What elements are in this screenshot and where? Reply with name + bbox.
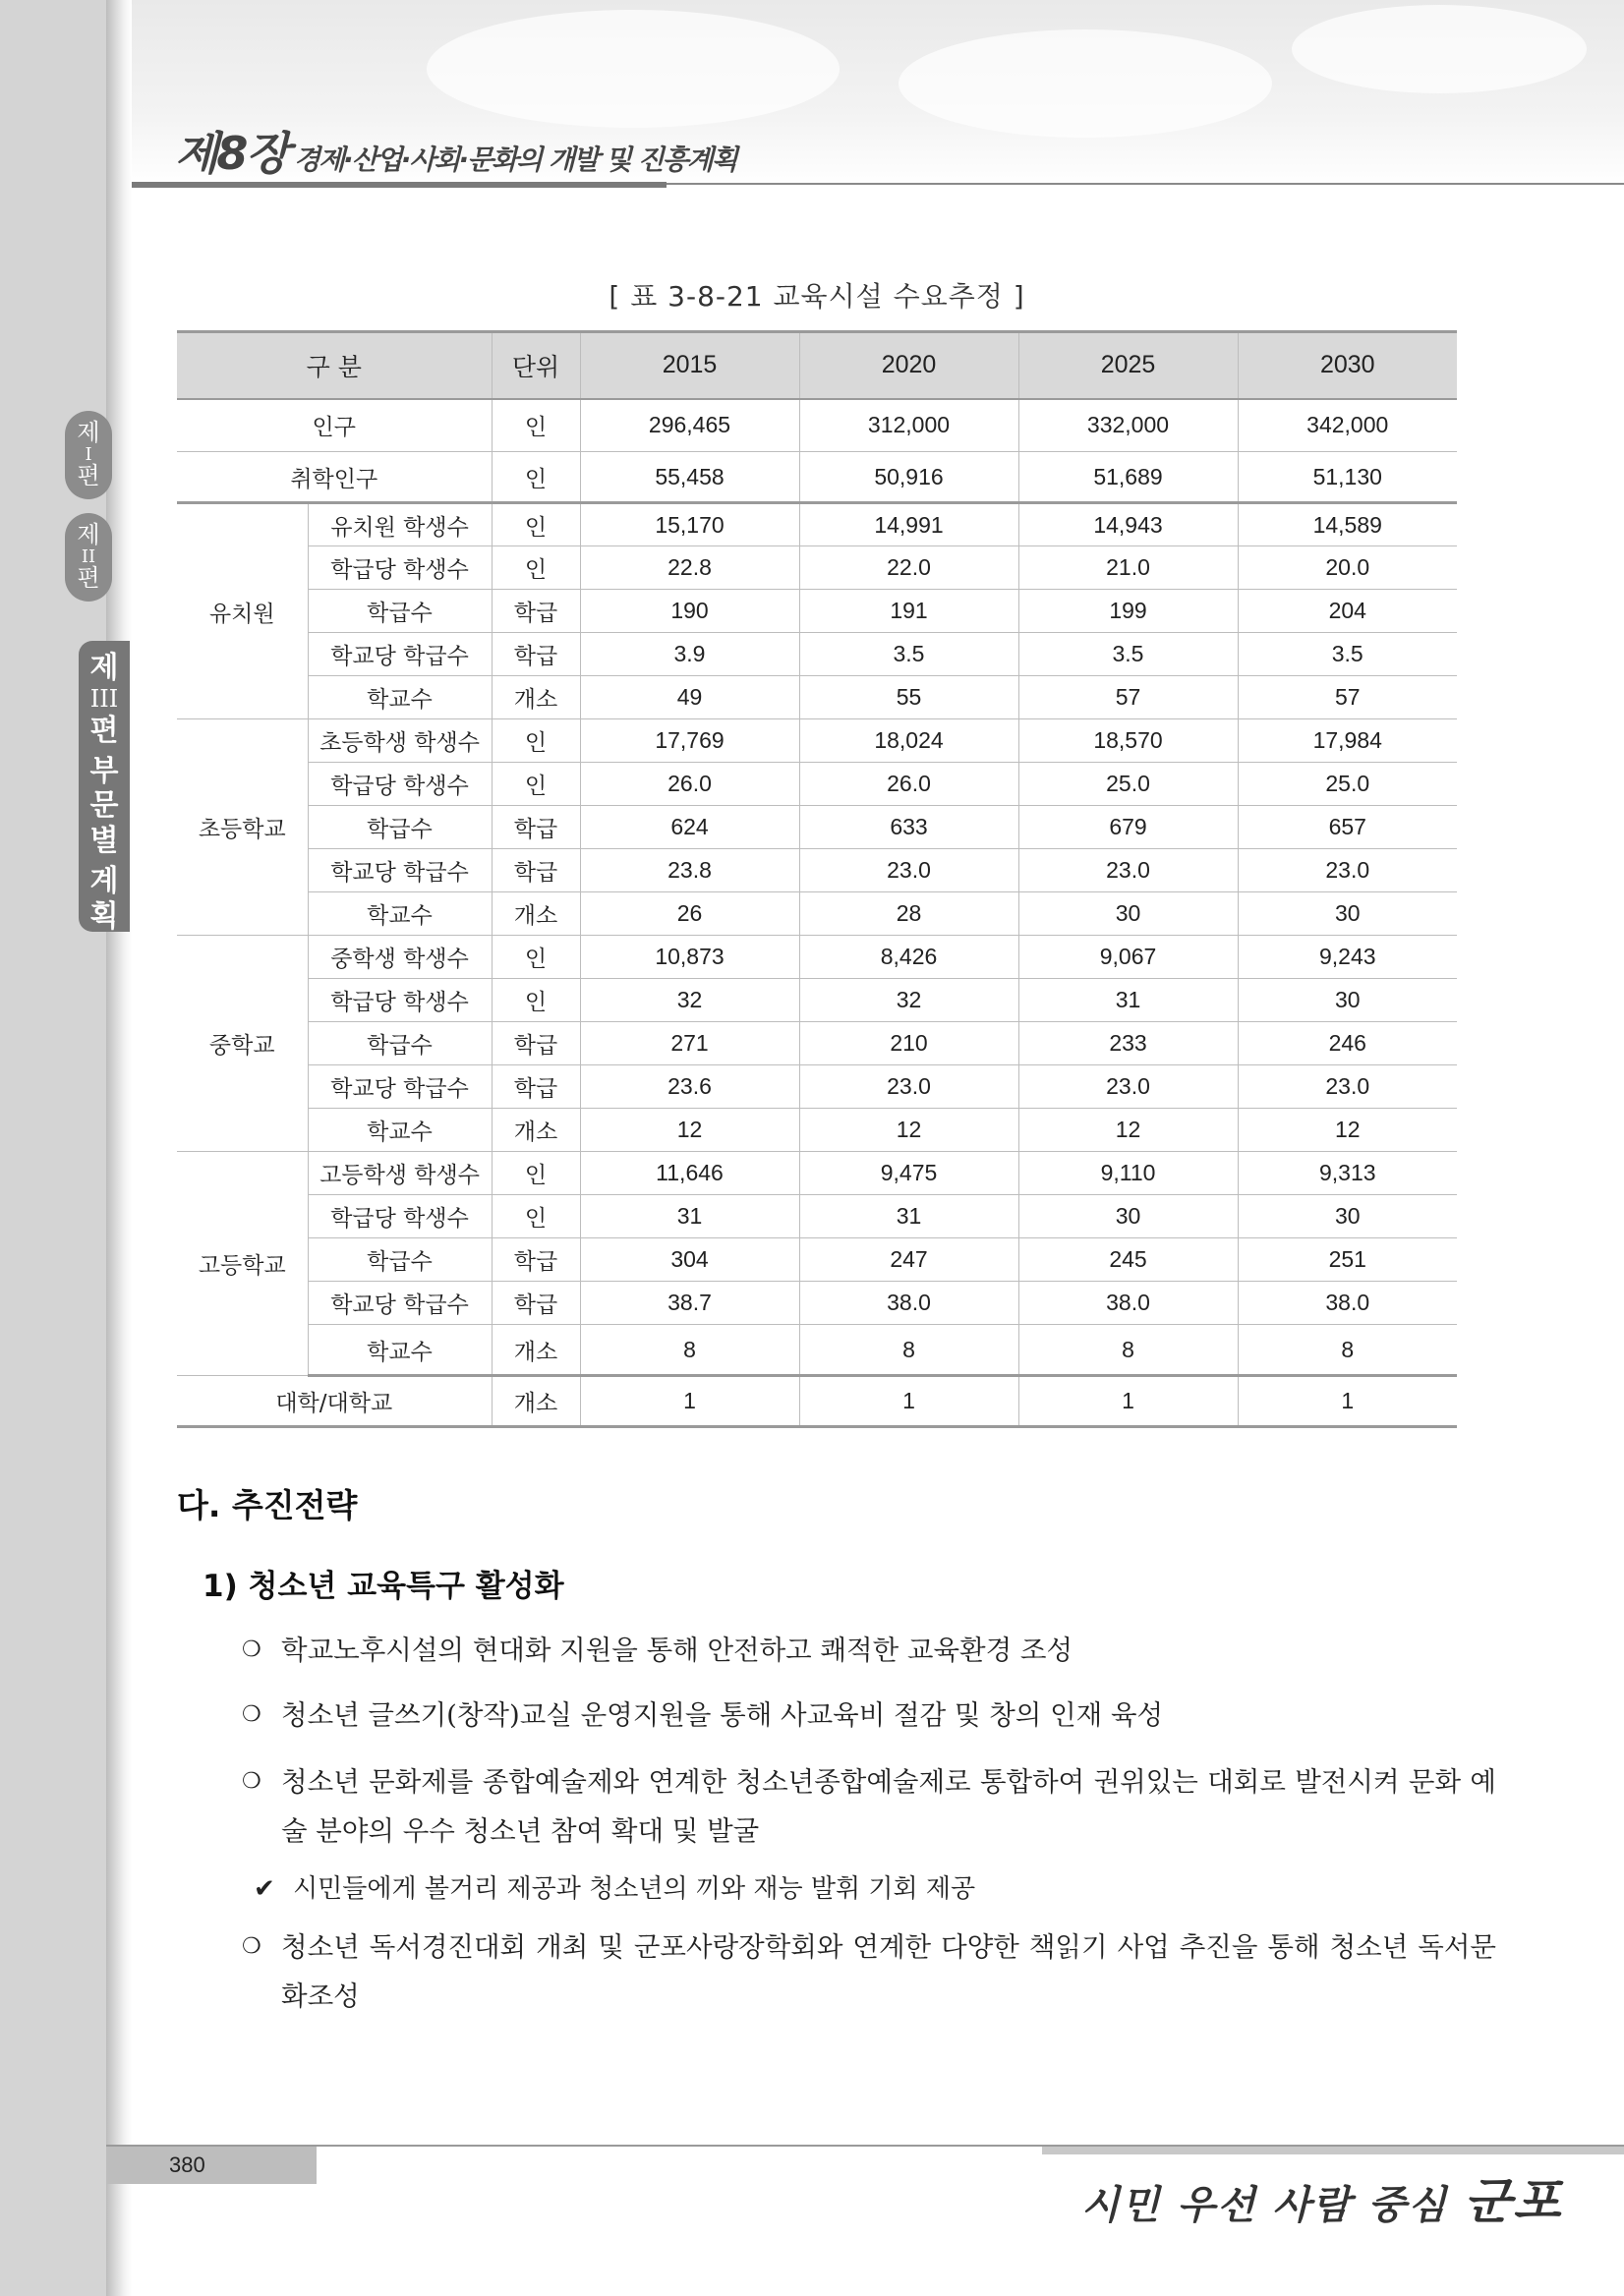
header-2030: 2030 xyxy=(1238,332,1457,399)
cell-value: 10,873 xyxy=(580,936,799,979)
cell-value: 8,426 xyxy=(799,936,1018,979)
cell-value: 55,458 xyxy=(580,452,799,503)
cell-value: 31 xyxy=(1018,979,1238,1022)
cell-value: 57 xyxy=(1018,676,1238,719)
row-label: 학교수 xyxy=(308,1325,492,1376)
row-unit: 학급 xyxy=(492,1238,580,1282)
table-row xyxy=(177,892,1457,936)
table-row xyxy=(177,633,1457,676)
cell-value: 251 xyxy=(1238,1238,1457,1282)
header-rule-accent xyxy=(132,182,667,188)
row-unit: 인 xyxy=(492,936,580,979)
cell-value: 23.0 xyxy=(799,849,1018,892)
cell-value: 38.0 xyxy=(799,1282,1018,1325)
row-label: 인구 xyxy=(177,399,492,452)
check-note-text: 시민들에게 볼거리 제공과 청소년의 끼와 재능 발휘 기회 제공 xyxy=(293,1874,976,1904)
cell-value: 14,991 xyxy=(799,503,1018,546)
cell-value: 26 xyxy=(580,892,799,936)
cell-value: 312,000 xyxy=(799,399,1018,452)
row-unit: 인 xyxy=(492,763,580,806)
cell-value: 30 xyxy=(1018,1195,1238,1238)
cell-value: 1 xyxy=(1238,1376,1457,1427)
cell-value: 14,943 xyxy=(1018,503,1238,546)
header-2025: 2025 xyxy=(1018,332,1238,399)
cell-value: 9,067 xyxy=(1018,936,1238,979)
cell-value: 23.6 xyxy=(580,1065,799,1109)
cell-value: 51,689 xyxy=(1018,452,1238,503)
header-category: 구 분 xyxy=(177,332,492,399)
circle-bullet-icon: ❍ xyxy=(242,1637,261,1662)
row-label: 대학/대학교 xyxy=(177,1376,492,1427)
table-row xyxy=(177,546,1457,590)
cell-value: 679 xyxy=(1018,806,1238,849)
cell-value: 23.0 xyxy=(799,1065,1018,1109)
cell-value: 1 xyxy=(799,1376,1018,1427)
cell-value: 3.5 xyxy=(1018,633,1238,676)
side-tab-part-3-active[interactable]: 제 III 편 부 문 별 계 획 xyxy=(79,641,130,932)
circle-bullet-icon: ❍ xyxy=(242,1934,261,1959)
cell-value: 55 xyxy=(799,676,1018,719)
cell-value: 12 xyxy=(799,1109,1018,1152)
header-unit: 단위 xyxy=(492,332,580,399)
cell-value: 14,589 xyxy=(1238,503,1457,546)
chapter-number: 제8장 xyxy=(175,127,288,180)
cell-value: 271 xyxy=(580,1022,799,1065)
row-unit: 인 xyxy=(492,546,580,590)
row-label: 학급당 학생수 xyxy=(308,763,492,806)
table-row xyxy=(177,1065,1457,1109)
row-label: 학급수 xyxy=(308,806,492,849)
table-row xyxy=(177,936,1457,979)
cell-value: 8 xyxy=(1238,1325,1457,1376)
table-row xyxy=(177,1152,1457,1195)
table-row xyxy=(177,1325,1457,1376)
cell-value: 23.0 xyxy=(1238,1065,1457,1109)
cell-value: 32 xyxy=(799,979,1018,1022)
table-row xyxy=(177,806,1457,849)
cell-value: 23.0 xyxy=(1238,849,1457,892)
table-row xyxy=(177,503,1457,546)
cell-value: 30 xyxy=(1238,979,1457,1022)
cell-value: 9,110 xyxy=(1018,1152,1238,1195)
cell-value: 3.9 xyxy=(580,633,799,676)
table-row xyxy=(177,1022,1457,1065)
table-row xyxy=(177,399,1457,452)
cell-value: 26.0 xyxy=(580,763,799,806)
row-unit: 인 xyxy=(492,1152,580,1195)
cell-value: 191 xyxy=(799,590,1018,633)
table-row xyxy=(177,452,1457,503)
circle-bullet-icon: ❍ xyxy=(242,1769,261,1794)
row-unit: 인 xyxy=(492,1195,580,1238)
row-unit: 개소 xyxy=(492,1109,580,1152)
cell-value: 199 xyxy=(1018,590,1238,633)
cell-value: 28 xyxy=(799,892,1018,936)
header-2020: 2020 xyxy=(799,332,1018,399)
chapter-title: 경제·산업·사회·문화의 개발 및 진흥계획 xyxy=(293,144,736,176)
cell-value: 1 xyxy=(580,1376,799,1427)
row-unit: 개소 xyxy=(492,1376,580,1427)
cell-value: 8 xyxy=(799,1325,1018,1376)
bullet-item: ❍ 청소년 독서경진대회 개최 및 군포사랑장학회와 연계한 다양한 책읽기 사업 추진을 통해 청소년 독서문화조성 xyxy=(242,1923,1496,2021)
row-label: 학교당 학급수 xyxy=(308,1065,492,1109)
row-label: 학교당 학급수 xyxy=(308,849,492,892)
row-unit: 인 xyxy=(492,979,580,1022)
cell-value: 30 xyxy=(1238,1195,1457,1238)
table-row xyxy=(177,763,1457,806)
cell-value: 9,313 xyxy=(1238,1152,1457,1195)
cell-value: 23.0 xyxy=(1018,849,1238,892)
cell-value: 246 xyxy=(1238,1022,1457,1065)
row-label: 학교수 xyxy=(308,892,492,936)
cell-value: 657 xyxy=(1238,806,1457,849)
cell-value: 210 xyxy=(799,1022,1018,1065)
cell-value: 342,000 xyxy=(1238,399,1457,452)
cell-value: 11,646 xyxy=(580,1152,799,1195)
table-row xyxy=(177,1238,1457,1282)
page-number: 380 xyxy=(169,2152,205,2177)
cell-value: 51,130 xyxy=(1238,452,1457,503)
row-label: 학교당 학급수 xyxy=(308,1282,492,1325)
table-row xyxy=(177,849,1457,892)
cell-value: 3.5 xyxy=(799,633,1018,676)
cell-value: 332,000 xyxy=(1018,399,1238,452)
cell-value: 31 xyxy=(580,1195,799,1238)
cell-value: 20.0 xyxy=(1238,546,1457,590)
cell-value: 233 xyxy=(1018,1022,1238,1065)
cell-value: 22.0 xyxy=(799,546,1018,590)
group-label: 중학교 xyxy=(177,936,308,1152)
table-header-row xyxy=(177,332,1457,399)
cell-value: 204 xyxy=(1238,590,1457,633)
check-note xyxy=(254,1867,975,1911)
education-facility-demand-table xyxy=(177,330,1457,1428)
row-label: 학급수 xyxy=(308,590,492,633)
cell-value: 21.0 xyxy=(1018,546,1238,590)
cell-value: 190 xyxy=(580,590,799,633)
cell-value: 3.5 xyxy=(1238,633,1457,676)
bullet-item: ❍ 청소년 글쓰기(창작)교실 운영지원을 통해 사교육비 절감 및 창의 인재 육성 xyxy=(242,1691,1496,1740)
table-row xyxy=(177,1376,1457,1427)
row-unit: 인 xyxy=(492,719,580,763)
cell-value: 8 xyxy=(1018,1325,1238,1376)
row-label: 취학인구 xyxy=(177,452,492,503)
row-unit: 학급 xyxy=(492,1282,580,1325)
row-label: 유치원 학생수 xyxy=(308,503,492,546)
row-label: 중학생 학생수 xyxy=(308,936,492,979)
cell-value: 23.0 xyxy=(1018,1065,1238,1109)
left-margin-strip xyxy=(0,0,106,2296)
table-row xyxy=(177,1195,1457,1238)
subsection-title: 1) 청소년 교육특구 활성화 xyxy=(203,1569,564,1604)
slogan-text: 시민 우선 사람 중심 xyxy=(1081,2182,1448,2228)
row-label: 학급수 xyxy=(308,1238,492,1282)
cell-value: 17,984 xyxy=(1238,719,1457,763)
cell-value: 57 xyxy=(1238,676,1457,719)
cell-value: 32 xyxy=(580,979,799,1022)
chapter-heading xyxy=(175,118,736,183)
cell-value: 245 xyxy=(1018,1238,1238,1282)
group-label: 유치원 xyxy=(177,503,308,719)
checkmark-icon: ✔ xyxy=(254,1874,275,1904)
row-label: 고등학생 학생수 xyxy=(308,1152,492,1195)
footer-slogan xyxy=(1081,2162,1562,2233)
cell-value: 18,570 xyxy=(1018,719,1238,763)
cell-value: 30 xyxy=(1018,892,1238,936)
row-unit: 학급 xyxy=(492,633,580,676)
bullet-item: ❍ 학교노후시설의 현대화 지원을 통해 안전하고 쾌적한 교육환경 조성 xyxy=(242,1626,1496,1675)
row-unit: 학급 xyxy=(492,806,580,849)
row-unit: 학급 xyxy=(492,1022,580,1065)
bullet-item: ❍ 청소년 문화제를 종합예술제와 연계한 청소년종합예술제로 통합하여 권위있는 대회로 발전시켜 문화 예술 분야의 우수 청소년 참여 확대 및 발굴 xyxy=(242,1757,1496,1856)
row-unit: 인 xyxy=(492,503,580,546)
cell-value: 633 xyxy=(799,806,1018,849)
row-unit: 학급 xyxy=(492,849,580,892)
cell-value: 12 xyxy=(1238,1109,1457,1152)
cell-value: 624 xyxy=(580,806,799,849)
table-row xyxy=(177,676,1457,719)
cell-value: 31 xyxy=(799,1195,1018,1238)
cell-value: 38.0 xyxy=(1018,1282,1238,1325)
group-label: 초등학교 xyxy=(177,719,308,936)
cell-value: 12 xyxy=(1018,1109,1238,1152)
row-label: 학급당 학생수 xyxy=(308,546,492,590)
cell-value: 22.8 xyxy=(580,546,799,590)
circle-bullet-icon: ❍ xyxy=(242,1702,261,1727)
section-title: 다. 추진전략 xyxy=(177,1486,358,1524)
side-tab-part-2[interactable]: 제 II 편 xyxy=(65,513,112,602)
cell-value: 1 xyxy=(1018,1376,1238,1427)
row-label: 학급당 학생수 xyxy=(308,1195,492,1238)
row-label: 학교수 xyxy=(308,676,492,719)
row-unit: 학급 xyxy=(492,1065,580,1109)
cell-value: 25.0 xyxy=(1238,763,1457,806)
cell-value: 12 xyxy=(580,1109,799,1152)
cell-value: 26.0 xyxy=(799,763,1018,806)
row-label: 학급당 학생수 xyxy=(308,979,492,1022)
cell-value: 25.0 xyxy=(1018,763,1238,806)
table-caption: [ 표 3-8-21 교육시설 수요추정 ] xyxy=(609,280,1025,313)
row-unit: 인 xyxy=(492,399,580,452)
table-row xyxy=(177,719,1457,763)
left-margin-shadow xyxy=(106,0,132,2296)
row-label: 학교당 학급수 xyxy=(308,633,492,676)
cell-value: 17,769 xyxy=(580,719,799,763)
group-label: 고등학교 xyxy=(177,1152,308,1376)
row-unit: 개소 xyxy=(492,892,580,936)
header-2015: 2015 xyxy=(580,332,799,399)
row-label: 학급수 xyxy=(308,1022,492,1065)
footer-rule-accent xyxy=(1042,2147,1624,2154)
cell-value: 15,170 xyxy=(580,503,799,546)
slogan-city: 군포 xyxy=(1463,2172,1563,2230)
cell-value: 38.0 xyxy=(1238,1282,1457,1325)
cell-value: 38.7 xyxy=(580,1282,799,1325)
cell-value: 49 xyxy=(580,676,799,719)
cell-value: 9,243 xyxy=(1238,936,1457,979)
row-label: 학교수 xyxy=(308,1109,492,1152)
cell-value: 8 xyxy=(580,1325,799,1376)
table-row xyxy=(177,1109,1457,1152)
row-label: 초등학생 학생수 xyxy=(308,719,492,763)
side-tab-part-1[interactable]: 제 I 편 xyxy=(65,411,112,499)
row-unit: 인 xyxy=(492,452,580,503)
cell-value: 9,475 xyxy=(799,1152,1018,1195)
cell-value: 18,024 xyxy=(799,719,1018,763)
table-row xyxy=(177,1282,1457,1325)
row-unit: 개소 xyxy=(492,676,580,719)
cell-value: 247 xyxy=(799,1238,1018,1282)
cell-value: 304 xyxy=(580,1238,799,1282)
table-row xyxy=(177,979,1457,1022)
cell-value: 296,465 xyxy=(580,399,799,452)
page-number-box xyxy=(106,2147,317,2184)
row-unit: 개소 xyxy=(492,1325,580,1376)
cell-value: 23.8 xyxy=(580,849,799,892)
cell-value: 50,916 xyxy=(799,452,1018,503)
row-unit: 학급 xyxy=(492,590,580,633)
cell-value: 30 xyxy=(1238,892,1457,936)
table-row xyxy=(177,590,1457,633)
